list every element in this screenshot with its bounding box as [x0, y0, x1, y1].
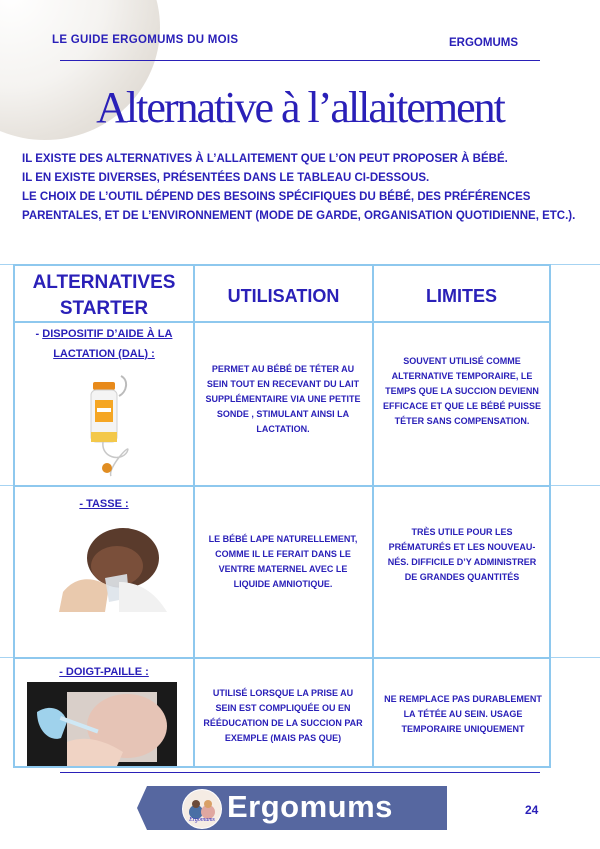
limites-text: TRÈS UTILE POUR LES PRÉMATURÉS ET LES NOUVEAU-NÉS. DIFFICILE D’Y ADMINISTRER DE GRANDES QUANTITÉS [387, 527, 537, 582]
column-divider [372, 266, 374, 766]
page-number: 24 [525, 803, 539, 817]
utilisation-text: LE BÉBÉ LAPE NATURELLEMENT, COMME IL LE FERAIT DANS LE VENTRE MATERNEL AVEC LE LIQUIDE AMNIOTIQUE. [208, 534, 358, 589]
header-utilisation: UTILISATION [227, 286, 340, 306]
finger-straw-image [27, 682, 177, 766]
guide-label: LE GUIDE ERGOMUMS DU MOIS [52, 34, 239, 46]
alternative-name: - DOIGT-PAILLE : [59, 666, 149, 678]
cup-feeding-image [59, 522, 171, 612]
alternative-name: - TASSE : [79, 498, 129, 510]
dal-device-image [77, 372, 137, 482]
alternatives-table [13, 264, 551, 768]
intro-line: IL EN EXISTE DIVERSES, PRÉSENTÉES DANS LE TABLEAU CI-DESSOUS. [22, 172, 430, 184]
alternative-name: - DISPOSITIF D’AIDE À LA LACTATION (DAL) : [35, 328, 173, 360]
intro-text [22, 150, 582, 226]
utilisation-text: PERMET AU BÉBÉ DE TÉTER AU SEIN TOUT EN RECEVANT DU LAIT SUPPLÉMENTAIRE VIA UNE PETITE SONDE , STIMULANT AINSI LA LACTATION. [205, 364, 361, 434]
header-limites: LIMITES [426, 286, 497, 306]
utilisation-text: UTILISÉ LORSQUE LA PRISE AU SEIN EST COMPLIQUÉE OU EN RÉÉDUCATION DE LA SUCCION PAR EXEMPLE (MAIS PAS QUE) [203, 688, 363, 743]
brand-label: ERGOMUMS [449, 37, 518, 49]
intro-line: IL EXISTE DES ALTERNATIVES À L’ALLAITEMENT QUE L’ON PEUT PROPOSER À BÉBÉ. [22, 153, 508, 165]
logo-text: Ergomums [227, 789, 393, 824]
logo-badge-icon [182, 789, 222, 829]
row-divider [15, 657, 549, 659]
footer-logo-bar [147, 786, 447, 830]
page-title: Alternative à l’allaitement [96, 83, 504, 132]
footer-divider [60, 772, 540, 773]
logo-badge-text: Ergomums [189, 817, 215, 823]
row-divider [15, 485, 549, 487]
column-divider [193, 266, 195, 766]
row-divider [15, 321, 549, 323]
limites-text: NE REMPLACE PAS DURABLEMENT LA TÉTÉE AU SEIN. USAGE TEMPORAIRE UNIQUEMENT [384, 694, 542, 734]
header-divider [60, 60, 540, 61]
intro-line: LE CHOIX DE L’OUTIL DÉPEND DES BESOINS SPÉCIFIQUES DU BÉBÉ, DES PRÉFÉRENCES PARENTALES, ET DE L’ENVIRONNEMENT (MODE DE GARDE, ORGANISATION QUOTIDIENNE, ETC.). [22, 191, 576, 222]
header-alternatives: ALTERNATIVES STARTER [32, 272, 176, 319]
limites-text: SOUVENT UTILISÉ COMME ALTERNATIVE TEMPORAIRE, LE TEMPS QUE LA SUCCION DEVIENN EFFICACE ET QUE LE BÉBÉ PUISSE TÉTER SANS COMPENSATION. [382, 356, 542, 426]
logo-bar-notch [137, 786, 147, 830]
